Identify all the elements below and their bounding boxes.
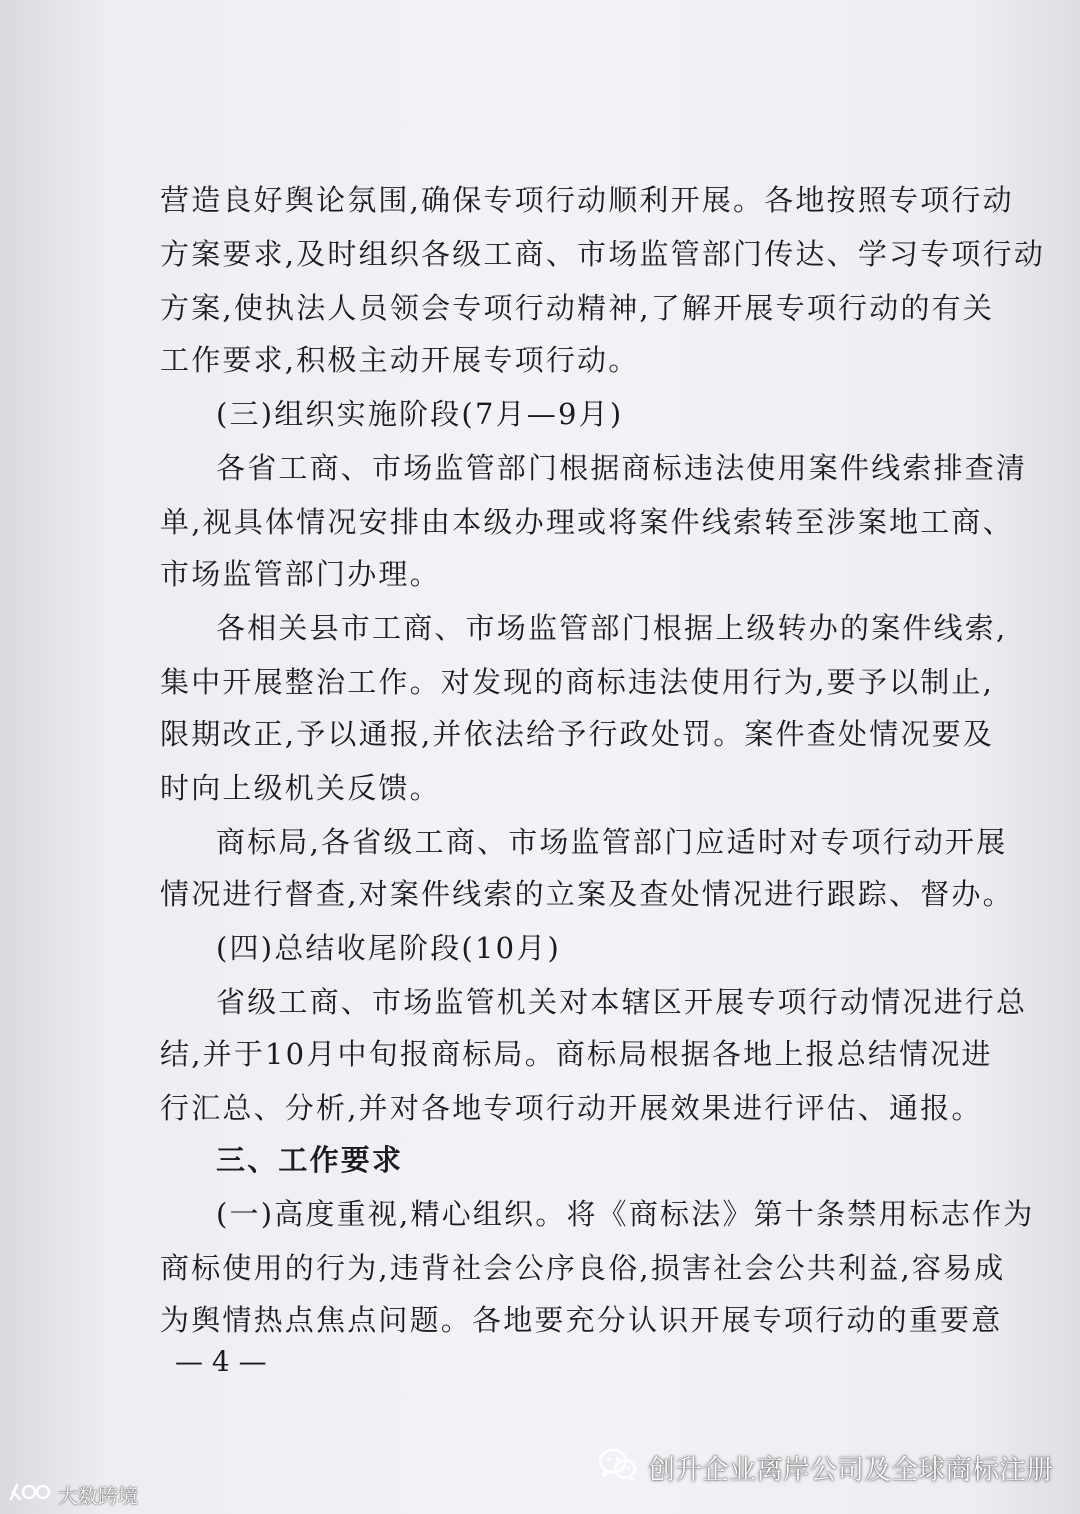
text-line: 工作要求,积极主动开展专项行动。 [160,343,640,377]
text-line: 商标使用的行为,违背社会公序良俗,损害社会公共利益,容易成 [160,1251,1006,1285]
text-line: 行汇总、分析,并对各地专项行动开展效果进行评估、通报。 [160,1091,983,1125]
wechat-account-name: 创升企业离岸公司及全球商标注册 [648,1454,1053,1486]
text-line: 为舆情热点焦点问题。各地要充分认识开展专项行动的重要意 [160,1303,1003,1337]
text-line: 各相关县市工商、市场监管部门根据上级转办的案件线索, [216,611,1008,645]
text-line: 营造良好舆论氛围,确保专项行动顺利开展。各地按照专项行动 [160,183,1014,217]
dashuju-logo-icon [8,1479,52,1509]
text-line: 市场监管部门办理。 [160,557,441,591]
text-line: 方案要求,及时组织各级工商、市场监管部门传达、学习专项行动 [160,237,1046,271]
section-heading: (四)总结收尾阶段(10月) [216,931,561,965]
text-line: 集中开展整治工作。对发现的商标违法使用行为,要予以制止, [160,665,995,699]
section-heading: (三)组织实施阶段(7月—9月) [216,397,624,431]
text-line: 时向上级机关反馈。 [160,771,441,805]
wechat-watermark [598,1446,1053,1488]
page-number: — 4 — [175,1345,267,1378]
text-line: 各省工商、市场监管部门根据商标违法使用案件线索排查清 [216,451,1028,485]
text-line: 情况进行督查,对案件线索的立案及查处情况进行跟踪、督办。 [160,877,1014,911]
chapter-heading: 三、工作要求 [216,1143,404,1177]
text-line: 单,视具体情况安排由本级办理或将案件线索转至涉案地工商、 [160,505,1014,539]
dashuju-watermark-text: 大数跨境 [58,1483,138,1508]
text-line: (一)高度重视,精心组织。将《商标法》第十条禁用标志作为 [216,1197,1035,1231]
text-line: 商标局,各省级工商、市场监管部门应适时对专项行动开展 [216,825,1008,859]
wechat-icon [598,1448,638,1486]
text-line: 限期改正,予以通报,并依法给予行政处罚。案件查处情况要及 [160,717,995,751]
text-line: 结,并于10月中旬报商标局。商标局根据各地上报总结情况进 [160,1037,993,1071]
text-line: 省级工商、市场监管机关对本辖区开展专项行动情况进行总 [216,985,1028,1019]
text-line: 方案,使执法人员领会专项行动精神,了解开展专项行动的有关 [160,291,995,325]
dashuju-watermark [8,1478,138,1510]
document-body [160,0,1046,1514]
